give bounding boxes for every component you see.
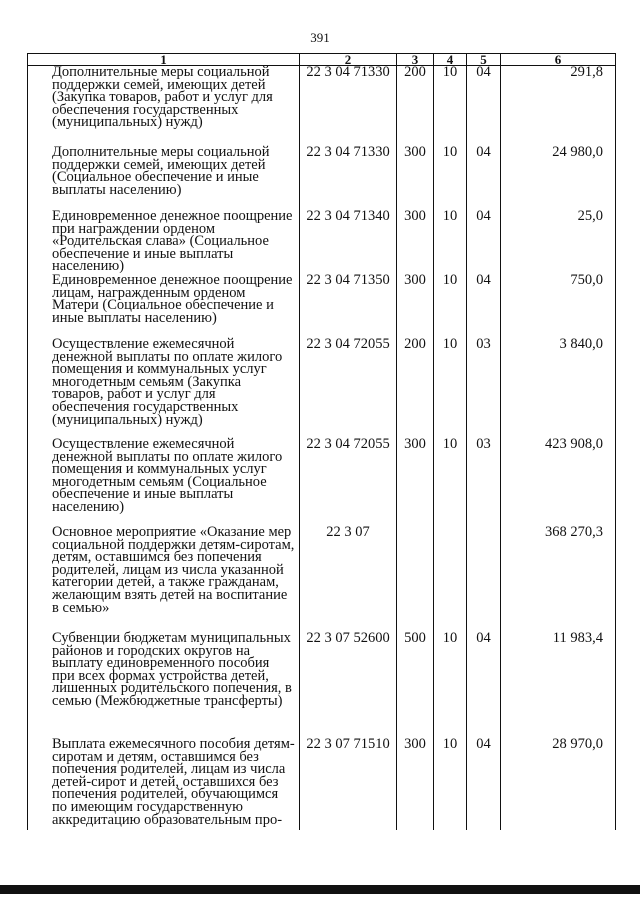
header-col-4: 4 [434, 54, 467, 66]
row-col-4: 10 [434, 438, 467, 526]
table-row [28, 632, 616, 738]
row-amount: 25,0 [501, 210, 616, 274]
table-row [28, 526, 616, 632]
table-row [28, 438, 616, 526]
row-col-4: 10 [434, 338, 467, 438]
row-name: Осуществление ежемесячной денежной выплаты по оплате жилого помещения и коммунальных услуг многодетным семьям (Закупка товаров, работ и услуг для обеспечения государственных (муниципальных) нужд) [28, 338, 300, 438]
scan-bottom-edge [0, 885, 640, 894]
row-amount: 11 983,4 [501, 632, 616, 738]
row-col-3: 300 [397, 738, 434, 830]
table-row [28, 338, 616, 438]
row-amount: 368 270,3 [501, 526, 616, 632]
table-row [28, 210, 616, 274]
row-name: Единовременное денежное поощрение лицам, награжденным орденом Матери (Социальное обеспечение и иные выплаты населению) [28, 274, 300, 338]
table-row [28, 146, 616, 210]
row-amount: 24 980,0 [501, 146, 616, 210]
row-name: Субвенции бюджетам муниципальных районов и городских округов на выплату единовременного пособия при всех формах устройства детей, лишенных родительского попечения, в семью (Межбюджетные трансферты) [28, 632, 300, 738]
row-col-5: 04 [467, 146, 501, 210]
row-code: 22 3 07 71510 [300, 738, 397, 830]
row-code: 22 3 04 71330 [300, 66, 397, 147]
row-amount: 423 908,0 [501, 438, 616, 526]
row-col-5: 04 [467, 210, 501, 274]
budget-table [27, 53, 616, 830]
row-amount: 3 840,0 [501, 338, 616, 438]
row-name: Дополнительные меры социальной поддержки семей, имеющих детей (Социальное обеспечение и иные выплаты населению) [28, 146, 300, 210]
header-col-6: 6 [501, 54, 616, 66]
row-amount: 750,0 [501, 274, 616, 338]
row-col-5: 04 [467, 738, 501, 830]
row-col-3 [397, 526, 434, 632]
row-col-5: 04 [467, 274, 501, 338]
row-col-3: 300 [397, 146, 434, 210]
row-name: Дополнительные меры социальной поддержки семей, имеющих детей (Закупка товаров, работ и услуг для обеспечения государственных (муниципальных) нужд) [28, 66, 300, 147]
row-col-4 [434, 526, 467, 632]
table-row [28, 66, 616, 147]
row-code: 22 3 07 52600 [300, 632, 397, 738]
row-col-4: 10 [434, 146, 467, 210]
row-col-4: 10 [434, 210, 467, 274]
row-name: Основное мероприятие «Оказание мер социальной поддержки детям-сиротам, детям, оставшимся без попечения родителей, лицам из числа указанной категории детей, а также гражданам, желающим взять детей на воспитание в семью» [28, 526, 300, 632]
header-col-5: 5 [467, 54, 501, 66]
row-col-4: 10 [434, 66, 467, 147]
row-code: 22 3 04 72055 [300, 338, 397, 438]
row-col-5 [467, 526, 501, 632]
table-row [28, 274, 616, 338]
table-row [28, 738, 616, 830]
row-col-3: 300 [397, 438, 434, 526]
row-col-4: 10 [434, 738, 467, 830]
header-col-2: 2 [300, 54, 397, 66]
row-col-4: 10 [434, 632, 467, 738]
row-code: 22 3 04 72055 [300, 438, 397, 526]
row-col-5: 04 [467, 66, 501, 147]
row-col-4: 10 [434, 274, 467, 338]
row-code: 22 3 04 71350 [300, 274, 397, 338]
row-amount: 28 970,0 [501, 738, 616, 830]
row-col-3: 200 [397, 338, 434, 438]
row-col-5: 04 [467, 632, 501, 738]
row-col-3: 500 [397, 632, 434, 738]
row-code: 22 3 04 71330 [300, 146, 397, 210]
row-name: Единовременное денежное поощрение при награждении орденом «Родительская слава» (Социальное обеспечение и иные выплаты населению) [28, 210, 300, 274]
row-col-3: 300 [397, 210, 434, 274]
row-code: 22 3 04 71340 [300, 210, 397, 274]
row-amount: 291,8 [501, 66, 616, 147]
row-name: Выплата ежемесячного пособия детям-сиротам и детям, оставшимся без попечения родителей, лицам из числа детей-сирот и детей, оставшихся без попечения родителей, обучающимся по имеющим государственную аккредитацию образовательным про- [28, 738, 300, 830]
row-code: 22 3 07 [300, 526, 397, 632]
page-number: 391 [310, 30, 330, 45]
row-col-3: 200 [397, 66, 434, 147]
row-col-5: 03 [467, 438, 501, 526]
row-name: Осуществление ежемесячной денежной выплаты по оплате жилого помещения и коммунальных услуг многодетным семьям (Социальное обеспечение и иные выплаты населению) [28, 438, 300, 526]
row-col-5: 03 [467, 338, 501, 438]
row-col-3: 300 [397, 274, 434, 338]
header-col-3: 3 [397, 54, 434, 66]
header-col-1: 1 [28, 54, 300, 66]
